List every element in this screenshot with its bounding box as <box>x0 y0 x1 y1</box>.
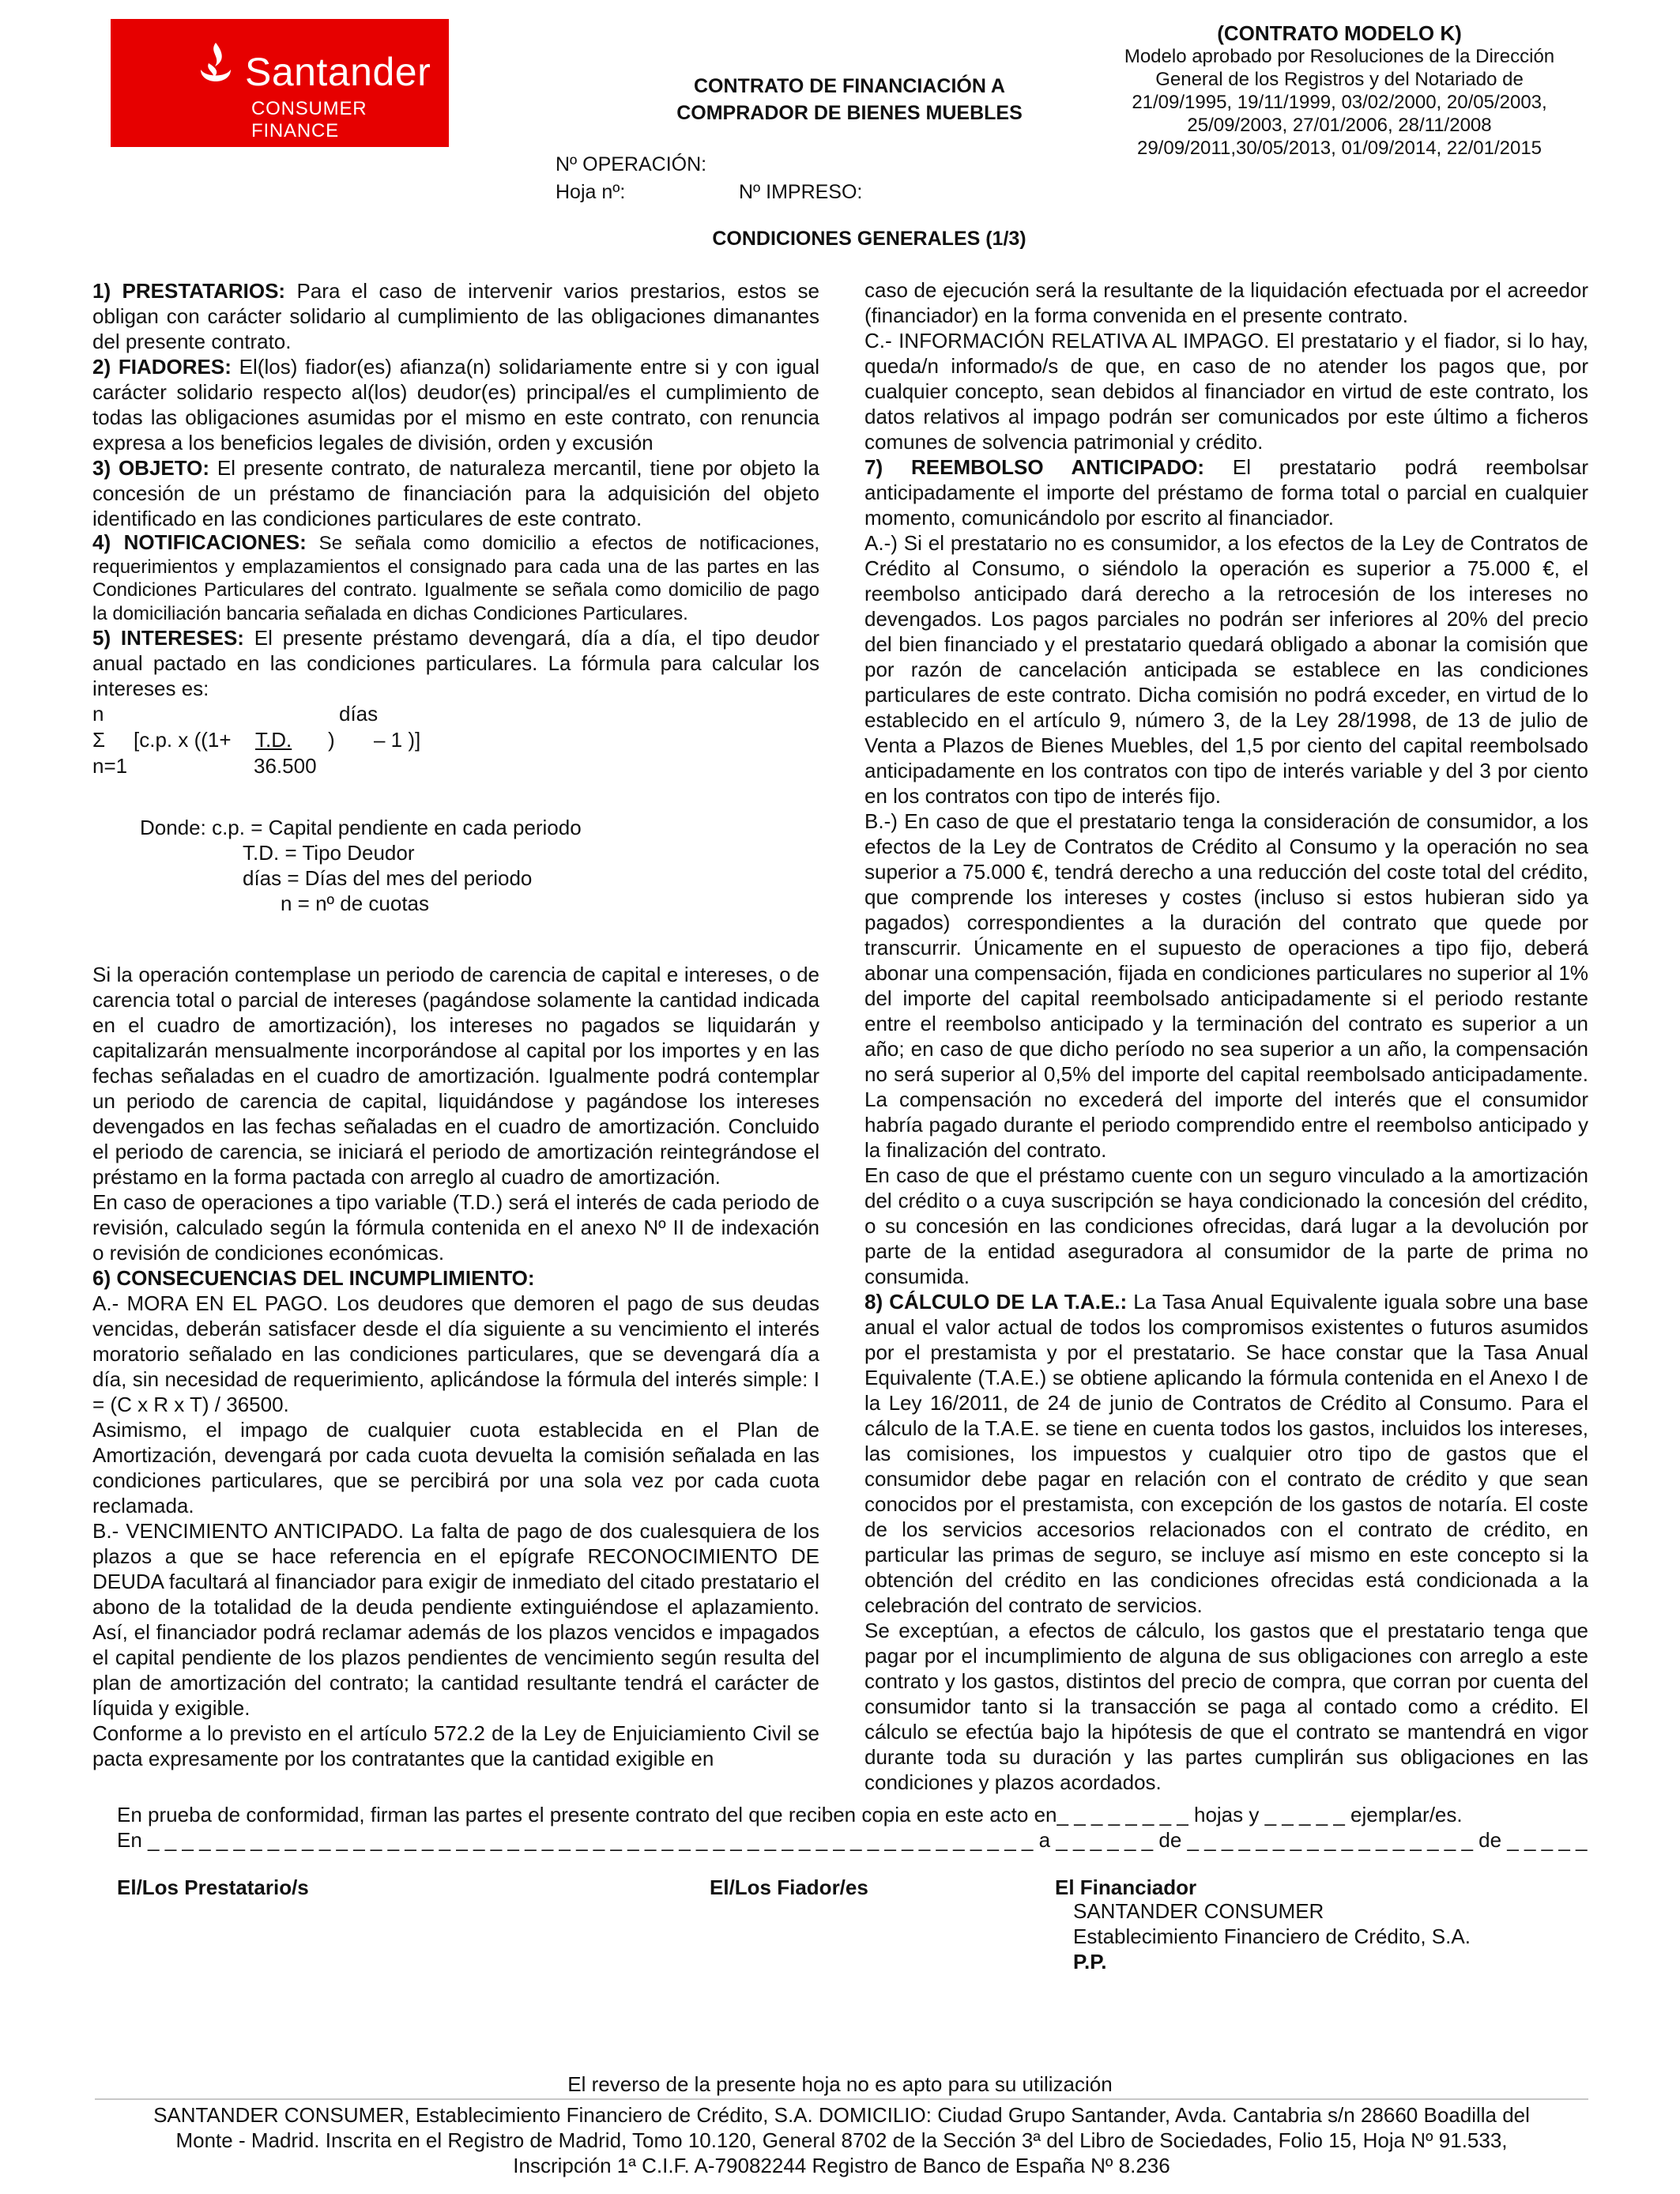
clause-heading: 3) OBJETO: <box>92 456 210 480</box>
formula-expr2: – 1 )] <box>374 728 421 752</box>
clause-tae <box>864 1289 1588 1618</box>
model-line: 29/09/2011,30/05/2013, 01/09/2014, 22/01/2015 <box>1136 138 1543 159</box>
paragraph-reembolso-a: A.-) Si el prestatario no es consumidor, a los efectos de la Ley de Contratos de Crédito al Consumo, o siéndolo la operación es superior a 75.000 €, el reembolso anticipado dará derecho a la retrocesión de los intereses no devengados. Los pagos parciales no podrán ser inferiores al 20% del precio del bien financiado y el prestatario quedará obligado a abonar la comisión que por razón de cancelación anticipada se establece en las condiciones particulares de este contrato. Dicha comisión no podrá exceder, en virtud de lo establecido en el artículo 9, número 3, de la Ley 28/1998, de 13 de julio de Venta a Plazos de Bienes Muebles, del 1,5 por ciento del capital reembolsado anticipadamente en los contratos con tipo de interés variable y del 3 por ciento en los contratos con tipo de interés fijo. <box>864 531 1588 808</box>
clause-heading: 5) INTERESES: <box>92 626 244 650</box>
legal-line: Inscripción 1ª C.I.F. A-79082244 Registro de Banco de España Nº 8.236 <box>513 2154 1170 2177</box>
contract-title <box>624 73 1075 126</box>
model-line: 21/09/1995, 19/11/1999, 03/02/2000, 20/05/2003, <box>1132 92 1547 113</box>
left-column <box>92 278 819 1771</box>
formula-n1: n=1 <box>92 754 128 778</box>
financiador-block <box>1073 1898 1471 1974</box>
formula-n: n <box>92 702 104 726</box>
formula-expr1: [c.p. x ((1+ <box>134 728 232 752</box>
clause-text: El presente préstamo devengará, día a día, el tipo deudor anual pactado en las condiciones particulares. La fórmula para calcular los intereses es: <box>92 626 819 700</box>
paragraph-ley-enjuiciamiento: Conforme a lo previsto en el artículo 572.2 de la Ley de Enjuiciamiento Civil se pacta expresamente por los contratantes que la cantidad exigible en <box>92 1721 819 1770</box>
clause-notificaciones <box>92 531 819 625</box>
clause-incumplimiento <box>92 1265 819 1291</box>
clause-text: Para el caso de intervenir varios prestarios, estos se obligan con carácter solidario al cumplimiento de las obligaciones dimanantes del presente contrato. <box>92 279 819 353</box>
formula-sigma: Σ <box>92 728 106 752</box>
paragraph-impago-cuota: Asimismo, el impago de cualquier cuota establecida en el Plan de Amortización, devengará por cada cuota devuelta la comisión señalada en las condiciones particulares, que se percibirá por una sola vez por cada cuota reclamada. <box>92 1418 819 1517</box>
financiador-name: SANTANDER CONSUMER <box>1073 1899 1324 1923</box>
clause-reembolso <box>864 454 1588 530</box>
paragraph-carencia: Si la operación contemplase un periodo de carencia de capital e intereses, o de carencia total o parcial de intereses (pagándose solamente la cantidad indicada en el cuadro de amortización), los intereses no pagados se liquidarán y capitalizarán mensualmente incorporándose al capital por los importes y en las fechas señaladas en el cuadro de amortización. Igualmente podrá contemplar un periodo de carencia de capital, liquidándose y pagándose los intereses devengados en las fechas señaladas en el cuadro de amortización. Concluido el periodo de carencia, se iniciará el periodo de amortización reintegrándose el préstamo en la forma pactada con arreglo al cuadro de amortización. <box>92 963 819 1189</box>
legal-line: SANTANDER CONSUMER, Establecimiento Financiero de Crédito, S.A. DOMICILIO: Ciudad Grupo Santander, Avda. Cantabria s/n 28660 Boadilla del <box>153 2103 1530 2127</box>
lugar-fecha-line: En _ _ _ _ _ _ _ _ _ _ _ _ _ _ _ _ _ _ _ _ _ _ _ _ _ _ _ _ _ _ _ _ _ _ _ _ _ _ _ _ _ _ _ _ _ _ _ _ _ _ _ _ a _ _ _ _ _ _ de _ _ _ _ _ _ _ _ _ _ _ _ _ _ _ _ _ de _ _ _ _ _ <box>117 1828 1588 1852</box>
contract-title-line2: COMPRADOR DE BIENES MUEBLES <box>676 102 1023 124</box>
paragraph-reembolso-b: B.-) En caso de que el prestatario tenga la consideración de consumidor, a los efectos de la Ley de Contratos de Crédito al Consumo y la operación no sea superior a 75.000 €, tendrá derecho a una reducción del coste total del crédito, que comprende los intereses y costes (incluso si estos hubieran sido ya pagados) correspondientes a la duración del contrato que quede por transcurrir. Únicamente en el supuesto de operaciones a tipo fijo, deberá abonar una compensación, fijada en condiciones particulares no superior al 1% del importe del capital reembolsado anticipadamente si el periodo restante entre el reembolso anticipado y la terminación del contrato es superior a un año; en caso de que dicho período no sea superior a un año, la compensación no será superior al 0,5% del importe del capital reembolsado anticipadamente. La compensación no excederá del importe del interés que el consumidor habría pagado durante el periodo comprendido entre el reembolso anticipado y la finalización del contrato. <box>864 809 1588 1162</box>
operacion-label: Nº OPERACIÓN: <box>556 153 707 175</box>
flame-icon <box>198 41 234 90</box>
clause-heading: 7) REEMBOLSO ANTICIPADO: <box>864 455 1204 479</box>
clause-text: El(los) fiador(es) afianza(n) solidariamente entre si y con igual carácter solidario respecto al(los) deudor(es) principal/es el cumplimiento de todas las obligaciones asumidas por el mismo en este contrato, con renuncia expresa a los beneficios legales de división, orden y excusión <box>92 355 820 454</box>
model-line: Modelo aprobado por Resoluciones de la Dirección <box>1124 46 1555 67</box>
formula-denominator: 36.500 <box>254 754 317 778</box>
contract-title-line1: CONTRATO DE FINANCIACIÓN A <box>694 75 1005 97</box>
clause-text: Se señala como domicilio a efectos de notificaciones, requerimientos y emplazamientos el consignado para cada una de las partes en las Condiciones Particulares del contrato. Igualmente se señala como domicilio de pago la domiciliación bancaria señalada en dichas Condiciones Particulares. <box>92 533 819 624</box>
logo-subtitle: CONSUMER FINANCE <box>251 98 367 141</box>
model-approval-block <box>1047 22 1632 160</box>
impreso-label: Nº IMPRESO: <box>739 181 863 203</box>
definition-line: Donde: c.p. = Capital pendiente en cada periodo <box>140 816 582 839</box>
clause-heading: 8) CÁLCULO DE LA T.A.E.: <box>864 1290 1128 1314</box>
footer-divider <box>95 2098 1588 2100</box>
conformidad-line: En prueba de conformidad, firman las partes el presente contrato del que reciben copia en este acto en_ _ _ _ _ _ _ _ hojas y _ _ _ _ _ ejemplar/es. <box>117 1803 1463 1826</box>
clause-heading: 6) CONSECUENCIAS DEL INCUMPLIMIENTO: <box>92 1266 535 1290</box>
paragraph-mora: A.- MORA EN EL PAGO. Los deudores que demoren el pago de sus deudas vencidas, deberán satisfacer desde el día siguiente a su vencimiento el interés moratorio señalado en las condiciones particulares, que se devengará día a día, sin necesidad de requerimiento, aplicándose la fórmula del interés simple: I = (C x R x T) / 36500. <box>92 1291 819 1416</box>
financiador-desc: Establecimiento Financiero de Crédito, S.A. <box>1073 1924 1471 1948</box>
clause-heading: 4) NOTIFICACIONES: <box>92 530 307 554</box>
paragraph-tae-excepciones: Se exceptúan, a efectos de cálculo, los gastos que el prestatario tenga que pagar por el incumplimiento de alguna de sus obligaciones con arreglo a este contrato y los gastos, distintos del precio de compra, que corran por cuenta del consumidor tanto si la transacción se paga al contado como a crédito. El cálculo se efectúa bajo la hipótesis de que el contrato se mantendrá en vigor durante toda su duración y las partes cumplirán sus obligaciones en las condiciones y plazos acordados. <box>864 1619 1588 1794</box>
prestatario-signature-label: El/Los Prestatario/s <box>117 1875 309 1899</box>
definition-line: n = nº de cuotas <box>281 892 430 915</box>
clause-text: El presente contrato, de naturaleza mercantil, tiene por objeto la concesión de un préstamo de financiación para la adquisición del objeto identificado en las condiciones particulares de este contrato. <box>92 456 820 530</box>
clause-objeto <box>92 455 819 531</box>
clause-fiadores <box>92 354 819 455</box>
santander-logo <box>111 19 449 147</box>
fiador-signature-label: El/Los Fiador/es <box>710 1875 868 1899</box>
paragraph-vencimiento: B.- VENCIMIENTO ANTICIPADO. La falta de pago de dos cualesquiera de los plazos a que se hace referencia en el epígrafe RECONOCIMIENTO DE DEUDA facultará al financiador para exigir de inmediato del citado prestatario el abono de la totalidad de la deuda pendiente extinguiéndose el aplazamiento. Así, el financiador podrá reclamar además de los plazos vencidos e impagados el capital pendiente de los plazos pendientes de vencimiento según resulta del plan de amortización del contrato; la cantidad resultante tendrá el carácter de líquida y exigible. <box>92 1519 819 1720</box>
legal-line: Monte - Madrid. Inscrita en el Registro de Madrid, Tomo 10.120, General 8702 de la Sección 3ª del Libro de Sociedades, Folio 15, Hoja Nº 91.533, <box>175 2128 1508 2152</box>
formula-definitions <box>140 815 819 916</box>
paragraph-tipo-variable: En caso de operaciones a tipo variable (T.D.) será el interés de cada periodo de revisión, calculado según la fórmula contenida en el anexo Nº II de indexación o revisión de condiciones económicas. <box>92 1190 819 1265</box>
clause-heading: 2) FIADORES: <box>92 355 232 379</box>
definition-line: días = Días del mes del periodo <box>243 866 533 890</box>
paragraph-seguro: En caso de que el préstamo cuente con un seguro vinculado a la amortización del crédito o a cuya suscripción se haya condicionado la concesión del crédito, o su concesión en las condiciones ofrecidas, dará lugar a la devolución por parte de la entidad aseguradora al consumidor de la parte de prima no consumida. <box>864 1163 1588 1288</box>
formula-td: T.D. <box>255 728 292 752</box>
clause-text: El prestatario podrá reembolsar anticipadamente el importe del préstamo de forma total o parcial en cualquier momento, comunicándolo por escrito al financiador. <box>864 455 1589 530</box>
model-line: 25/09/2003, 27/01/2006, 28/11/2008 <box>1187 115 1492 136</box>
pp-label: P.P. <box>1073 1950 1107 1973</box>
paragraph-ejecucion: caso de ejecución será la resultante de la liquidación efectuada por el acreedor (financiador) en la forma convenida en el presente contrato. <box>864 278 1588 327</box>
model-line: General de los Registros y del Notariado de <box>1155 69 1524 90</box>
hoja-label: Hoja nº: <box>556 181 626 203</box>
formula-dias: días <box>339 702 379 726</box>
legal-footer <box>111 2102 1573 2178</box>
financiador-signature-label: El Financiador <box>1055 1875 1197 1899</box>
section-title: CONDICIONES GENERALES (1/3) <box>712 228 1026 250</box>
model-title: (CONTRATO MODELO K) <box>1217 21 1462 45</box>
formula-paren: ) <box>328 728 335 752</box>
logo-brand: Santander <box>245 50 431 94</box>
clause-prestatarios <box>92 278 819 354</box>
signature-area <box>117 1802 1595 1853</box>
interest-formula <box>92 701 819 780</box>
clause-intereses <box>92 625 819 701</box>
paragraph-informacion-impago: C.- INFORMACIÓN RELATIVA AL IMPAGO. El prestatario y el fiador, si lo hay, queda/n informado/s de que, en caso de no atender los pagos que, por cualquier concepto, sean debidos al financiador en virtud de este contrato, los datos relativos al impago podrán ser comunicados por este último a ficheros comunes de solvencia patrimonial y crédito. <box>864 329 1588 454</box>
clause-heading: 1) PRESTATARIOS: <box>92 279 286 303</box>
definition-line: T.D. = Tipo Deudor <box>243 841 415 865</box>
reverse-note: El reverso de la presente hoja no es apto para su utilización <box>567 2072 1113 2096</box>
right-column <box>864 277 1588 1795</box>
clause-text: La Tasa Anual Equivalente iguala sobre una base anual el valor actual de todos los compromisos existentes o futuros asumidos por el prestamista y por el prestatario. Se hace constar que la Tasa Anual Equivalente (T.A.E.) se obtiene aplicando la fórmula contenida en el Anexo I de la Ley 16/2011, de 24 de junio de Contratos de Crédito al Consumo. Para el cálculo de la T.A.E. se tiene en cuenta todos los gastos, incluidos los intereses, las comisiones, los impuestos y cualquier otro tipo de gastos que el consumidor debe pagar en relación con el contrato de crédito y que sean conocidos por el prestamista, con excepción de los gastos de notaría. El coste de los servicios accesorios relacionados con el contrato de crédito, en particular las primas de seguro, se incluye así mismo en este concepto si la obtención del crédito en las condiciones ofrecidas está condicionada a la celebración del contrato de servicios. <box>864 1290 1588 1617</box>
